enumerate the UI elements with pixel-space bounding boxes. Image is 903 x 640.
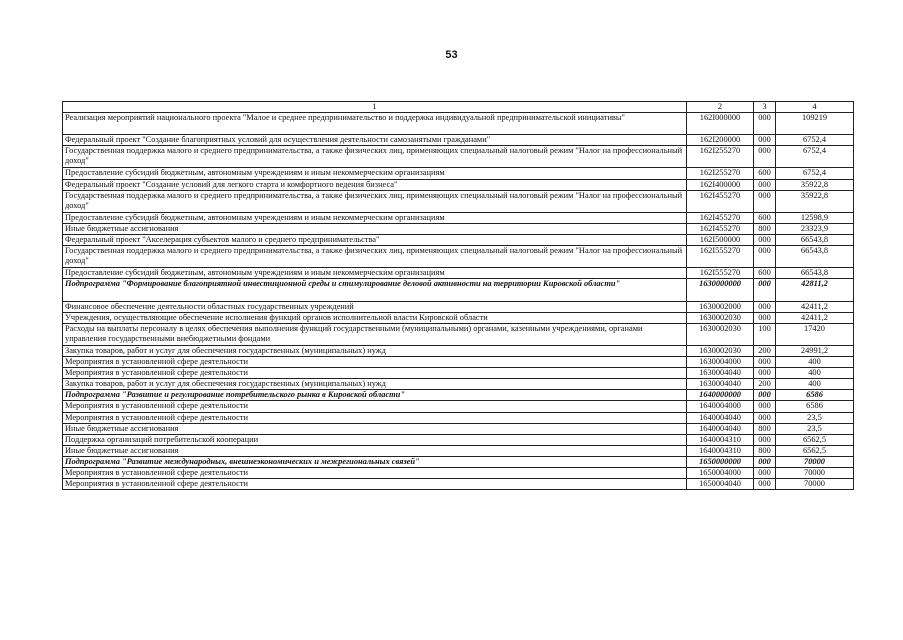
row-type-cell: 000 xyxy=(754,179,776,190)
row-code-cell: 1630004040 xyxy=(687,379,754,390)
row-name-cell: Иные бюджетные ассигнования xyxy=(63,445,687,456)
row-amount-cell: 6562,5 xyxy=(776,445,854,456)
row-code-cell: 162I555270 xyxy=(687,246,754,268)
row-amount-cell: 6752,4 xyxy=(776,168,854,179)
row-code-cell: 1640004000 xyxy=(687,401,754,412)
header-cell-type: 3 xyxy=(754,102,776,113)
row-name-cell: Мероприятия в установленной сфере деятельности xyxy=(63,479,687,490)
table-row xyxy=(63,401,854,412)
table-row xyxy=(63,268,854,279)
row-type-cell: 200 xyxy=(754,345,776,356)
table-row xyxy=(63,390,854,401)
row-name-cell: Предоставление субсидий бюджетным, автономным учреждениям и иным некоммерческим организациям xyxy=(63,268,687,279)
table-row xyxy=(63,246,854,268)
row-code-cell: 162I455270 xyxy=(687,190,754,212)
table-row xyxy=(63,312,854,323)
budget-table xyxy=(62,101,854,490)
row-amount-cell: 12598,9 xyxy=(776,212,854,223)
row-name-cell: Государственная поддержка малого и среднего предпринимательства, а также физических лиц, применяющих специальный налоговый режим "Налог на профессиональный доход" xyxy=(63,146,687,168)
row-type-cell: 600 xyxy=(754,212,776,223)
row-amount-cell: 35922,8 xyxy=(776,179,854,190)
row-amount-cell: 42411,2 xyxy=(776,301,854,312)
table-row xyxy=(63,434,854,445)
row-amount-cell: 17420 xyxy=(776,323,854,345)
row-name-cell: Расходы на выплаты персоналу в целях обеспечения выполнения функций государственными (муниципальными) органами, казенными учреждениями, органами управления государственными внебюджетными фондами xyxy=(63,323,687,345)
row-name-cell: Подпрограмма "Развитие и регулирование потребительского рынка в Кировской области" xyxy=(63,390,687,401)
row-type-cell: 000 xyxy=(754,434,776,445)
row-code-cell: 1650004000 xyxy=(687,468,754,479)
row-amount-cell: 109219 xyxy=(776,113,854,135)
row-type-cell: 000 xyxy=(754,235,776,246)
row-amount-cell: 66543,8 xyxy=(776,246,854,268)
row-amount-cell: 24991,2 xyxy=(776,345,854,356)
table-row xyxy=(63,301,854,312)
table-row xyxy=(63,168,854,179)
table-header-row xyxy=(63,102,854,113)
row-type-cell: 200 xyxy=(754,379,776,390)
row-name-cell: Мероприятия в установленной сфере деятельности xyxy=(63,468,687,479)
row-code-cell: 162I400000 xyxy=(687,179,754,190)
row-amount-cell: 6752,4 xyxy=(776,146,854,168)
table-row xyxy=(63,479,854,490)
table-row xyxy=(63,456,854,467)
row-code-cell: 162I255270 xyxy=(687,146,754,168)
row-name-cell: Федеральный проект "Создание условий для легкого старта и комфортного ведения бизнеса" xyxy=(63,179,687,190)
row-type-cell: 800 xyxy=(754,223,776,234)
row-amount-cell: 35922,8 xyxy=(776,190,854,212)
header-cell-name: 1 xyxy=(63,102,687,113)
row-name-cell: Учреждения, осуществляющие обеспечение исполнения функций органов исполнительной власти Кировской области xyxy=(63,312,687,323)
row-amount-cell: 66543,8 xyxy=(776,268,854,279)
table-row xyxy=(63,212,854,223)
row-type-cell: 000 xyxy=(754,357,776,368)
row-code-cell: 1630002030 xyxy=(687,323,754,345)
row-name-cell: Подпрограмма "Формирование благоприятной инвестиционной среды и стимулирование деловой активности на территории Кировской области" xyxy=(63,279,687,301)
table-row xyxy=(63,423,854,434)
row-name-cell: Иные бюджетные ассигнования xyxy=(63,223,687,234)
header-cell-code: 2 xyxy=(687,102,754,113)
row-name-cell: Мероприятия в установленной сфере деятельности xyxy=(63,412,687,423)
row-code-cell: 1630002030 xyxy=(687,312,754,323)
page-number: 53 xyxy=(445,49,458,61)
row-type-cell: 000 xyxy=(754,301,776,312)
row-type-cell: 800 xyxy=(754,445,776,456)
row-amount-cell: 23323,9 xyxy=(776,223,854,234)
row-name-cell: Предоставление субсидий бюджетным, автономным учреждениям и иным некоммерческим организациям xyxy=(63,168,687,179)
row-name-cell: Государственная поддержка малого и среднего предпринимательства, а также физических лиц, применяющих специальный налоговый режим "Налог на профессиональный доход" xyxy=(63,190,687,212)
row-code-cell: 162I455270 xyxy=(687,212,754,223)
row-type-cell: 000 xyxy=(754,401,776,412)
row-type-cell: 600 xyxy=(754,268,776,279)
row-amount-cell: 70000 xyxy=(776,456,854,467)
row-type-cell: 000 xyxy=(754,312,776,323)
row-code-cell: 1640004310 xyxy=(687,434,754,445)
row-type-cell: 000 xyxy=(754,468,776,479)
table-row xyxy=(63,190,854,212)
row-code-cell: 1630000000 xyxy=(687,279,754,301)
row-name-cell: Государственная поддержка малого и среднего предпринимательства, а также физических лиц, применяющих специальный налоговый режим "Налог на профессиональный доход" xyxy=(63,246,687,268)
row-type-cell: 100 xyxy=(754,323,776,345)
row-code-cell: 1630004000 xyxy=(687,357,754,368)
row-name-cell: Финансовое обеспечение деятельности областных государственных учреждений xyxy=(63,301,687,312)
row-amount-cell: 6586 xyxy=(776,390,854,401)
row-code-cell: 162I500000 xyxy=(687,235,754,246)
table-row xyxy=(63,379,854,390)
row-type-cell: 000 xyxy=(754,479,776,490)
table-row xyxy=(63,412,854,423)
row-name-cell: Иные бюджетные ассигнования xyxy=(63,423,687,434)
table-row xyxy=(63,279,854,301)
row-code-cell: 1650004040 xyxy=(687,479,754,490)
row-type-cell: 800 xyxy=(754,423,776,434)
row-code-cell: 1630004040 xyxy=(687,368,754,379)
table-row xyxy=(63,345,854,356)
table-row xyxy=(63,146,854,168)
table-row xyxy=(63,445,854,456)
table-row xyxy=(63,223,854,234)
table-row xyxy=(63,179,854,190)
row-type-cell: 000 xyxy=(754,279,776,301)
row-code-cell: 162I000000 xyxy=(687,113,754,135)
row-name-cell: Закупка товаров, работ и услуг для обеспечения государственных (муниципальных) нужд xyxy=(63,379,687,390)
row-amount-cell: 6586 xyxy=(776,401,854,412)
table-row xyxy=(63,468,854,479)
row-type-cell: 000 xyxy=(754,456,776,467)
row-name-cell: Предоставление субсидий бюджетным, автономным учреждениям и иным некоммерческим организациям xyxy=(63,212,687,223)
row-amount-cell: 6562,5 xyxy=(776,434,854,445)
row-amount-cell: 23,5 xyxy=(776,423,854,434)
row-code-cell: 1640004310 xyxy=(687,445,754,456)
row-name-cell: Реализация мероприятий национального проекта "Малое и среднее предпринимательство и поддержка индивидуальной предпринимательской инициативы" xyxy=(63,113,687,135)
row-type-cell: 000 xyxy=(754,146,776,168)
row-name-cell: Мероприятия в установленной сфере деятельности xyxy=(63,368,687,379)
table-row xyxy=(63,135,854,146)
row-type-cell: 000 xyxy=(754,190,776,212)
row-amount-cell: 66543,8 xyxy=(776,235,854,246)
row-type-cell: 000 xyxy=(754,412,776,423)
row-code-cell: 1640000000 xyxy=(687,390,754,401)
row-name-cell: Поддержка организаций потребительской кооперации xyxy=(63,434,687,445)
row-name-cell: Подпрограмма "Развитие международных, внешнеэкономических и межрегиональных связей" xyxy=(63,456,687,467)
table-row xyxy=(63,323,854,345)
table-row xyxy=(63,235,854,246)
row-type-cell: 000 xyxy=(754,390,776,401)
row-name-cell: Закупка товаров, работ и услуг для обеспечения государственных (муниципальных) нужд xyxy=(63,345,687,356)
row-amount-cell: 42411,2 xyxy=(776,312,854,323)
row-code-cell: 1630002000 xyxy=(687,301,754,312)
table-row xyxy=(63,357,854,368)
row-type-cell: 600 xyxy=(754,168,776,179)
row-code-cell: 1640004040 xyxy=(687,423,754,434)
row-code-cell: 162I200000 xyxy=(687,135,754,146)
row-code-cell: 162I555270 xyxy=(687,268,754,279)
row-code-cell: 162I455270 xyxy=(687,223,754,234)
row-code-cell: 1630002030 xyxy=(687,345,754,356)
row-code-cell: 162I255270 xyxy=(687,168,754,179)
row-type-cell: 000 xyxy=(754,368,776,379)
row-amount-cell: 23,5 xyxy=(776,412,854,423)
row-amount-cell: 70000 xyxy=(776,479,854,490)
row-type-cell: 000 xyxy=(754,135,776,146)
table-row xyxy=(63,113,854,135)
row-amount-cell: 400 xyxy=(776,379,854,390)
row-amount-cell: 400 xyxy=(776,357,854,368)
row-amount-cell: 6752,4 xyxy=(776,135,854,146)
row-amount-cell: 70000 xyxy=(776,468,854,479)
row-name-cell: Мероприятия в установленной сфере деятельности xyxy=(63,357,687,368)
row-name-cell: Мероприятия в установленной сфере деятельности xyxy=(63,401,687,412)
row-name-cell: Федеральный проект "Создание благоприятных условий для осуществления деятельности самозанятыми гражданами" xyxy=(63,135,687,146)
row-amount-cell: 42811,2 xyxy=(776,279,854,301)
row-code-cell: 1650000000 xyxy=(687,456,754,467)
table-row xyxy=(63,368,854,379)
row-code-cell: 1640004040 xyxy=(687,412,754,423)
row-amount-cell: 400 xyxy=(776,368,854,379)
header-cell-amount: 4 xyxy=(776,102,854,113)
row-type-cell: 000 xyxy=(754,246,776,268)
row-type-cell: 000 xyxy=(754,113,776,135)
row-name-cell: Федеральный проект "Акселерация субъектов малого и среднего предпринимательства" xyxy=(63,235,687,246)
